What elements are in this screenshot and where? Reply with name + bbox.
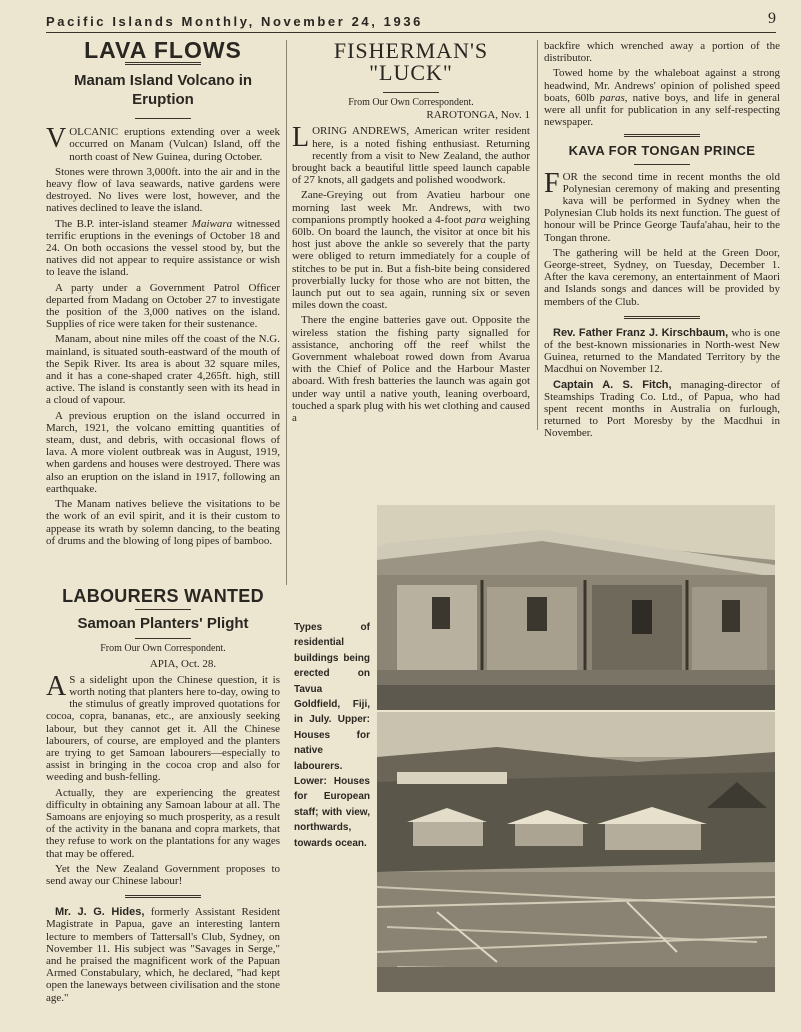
lava-article — [46, 37, 280, 550]
correspondent-line: From Our Own Correspondent. — [348, 97, 474, 108]
drop-cap: F — [544, 167, 560, 199]
divider — [383, 92, 439, 93]
fisherman-para-3: There the engine batteries gave out. Opposite the wireless station the fishing party signalled for assistance, anchoring off the reef whilst the Government whaleboat rowed down from Avarua with the Chief of Police and the Harbour Master aboard. With fresh batteries the launch was again got under way until a native youth, leaning overboard, touched a spark plug with his wet clothing and caused a — [292, 314, 530, 425]
lava-subhead: Manam Island Volcano in Eruption — [73, 72, 253, 109]
divider — [135, 638, 191, 639]
kirschbaum-note: Rev. Father Franz J. Kirschbaum, who is one of the best-known missionaries in North-west New Guinea, returned to the Mandated Territory by the Macdhui on November 12. — [544, 326, 780, 376]
labour-para-2: Actually, they are experiencing the greatest difficulty in obtaining any Samoan labour at all. The Samoans are enjoying so much prosperity, as a result of the activity in the banana and copra markets, that they refuse to work on the plantations for any wages that may be offered. — [46, 786, 280, 860]
fisherman-para-1: LORING ANDREWS, American writer resident here, is a noted fishing enthusiast. Returning recently from a visit to New Zealand, the author brought back a beautiful little speed launch capable of 27 knots, all gadgets and polished woodwork. — [292, 122, 530, 187]
lava-para-4: A party under a Government Patrol Officer departed from Madang on October 27 to investigate the position of the 3,000 natives on the island. Supplies of rice were taken for their sustenance. — [46, 281, 280, 331]
fisherman-continued-2: Towed home by the whaleboat against a strong headwind, Mr. Andrews' opinion of polished speed boats, 60lb paras, native boys, and life in general were all unfit for publication in any self-respecting newspaper. — [544, 67, 781, 129]
kava-para-1: FOR the second time in recent months the old Polynesian ceremony of making and presenting kava will be performed in Sydney when the Polynesian Club holds its next function. The guest of honour will be Prince George Taufa'ahau, heir to the Tongan throne. — [544, 167, 780, 244]
lava-para-3: The B.P. inter-island steamer Maiwara witnessed terrific eruptions in the evenings of October 18 and 24. On both occasions the vessel stood by, but the natives did not appear to require assistance or wish to leave the island. — [46, 217, 280, 279]
labour-para-3: Yet the New Zealand Government proposes to send away our Chinese labour! — [46, 862, 280, 888]
photo-european-houses — [377, 712, 775, 992]
lava-para-5: Manam, about nine miles off the coast of the N.G. mainland, is situated south-eastward of the mouth of the Sepik River. Its area is about 32 square miles, and it has a cone-shaped crater 4,265ft. high, still active. The island is constantly seen with its head in a cloud of vapour. — [46, 333, 280, 407]
column-three — [544, 40, 780, 443]
fisherman-headline-2: "LUCK" — [369, 60, 453, 85]
lava-headline: LAVA FLOWS — [84, 37, 242, 63]
lava-para-7: The Manam natives believe the visitations to be the work of an evil spirit, and it is their custom to appease its wrath by solemn dancing, to the beating of drums and the blowing of long pipes of bamboo. — [46, 498, 280, 547]
fisherman-headline-1: FISHERMAN'S — [333, 38, 489, 63]
labour-headline: LABOURERS WANTED — [62, 586, 264, 606]
labour-para-1: A S a sidelight upon the Chinese question, it is worth noting that planters here to-day, owing to the stimulus of greatly improved quotations for cocoa, copra, bananas, etc., are anxiously seeking labour, but they cannot get it. All the Chinese labourers, of course, are employed and the planters are trying to get Samoan labourers—especially to assist in bringing in the cocoa crop and also for weeding and bush-felling. — [46, 670, 280, 784]
drop-cap: L — [292, 122, 310, 154]
dateline: APIA, Oct. 28. — [149, 657, 217, 670]
divider — [634, 164, 690, 165]
kava-para-2: The gathering will be held at the Green Door, George-street, Sydney, on Tuesday, December 1. After the kava ceremony, an entertainment of Maori and Islands songs and dances will be provided by members of the Club. — [544, 246, 780, 308]
hides-note: Mr. J. G. Hides, formerly Assistant Resident Magistrate in Papua, gave an interesting lantern lecture to members of Tattersall's Club, Sydney, on November 11. His subject was "Savages in Serge," and he praised the magnificent work of the Papuan Armed Constabulary, which, he declared, "had kept open the laneways between civilisation and the stone age." — [46, 906, 280, 1004]
lava-para-2: Stones were thrown 3,000ft. into the air and in the heavy flow of lava seawards, native gardens were destroyed. No lives were lost, however, and the natives declined to leave the island. — [46, 165, 280, 215]
labour-subhead: Samoan Planters' Plight — [77, 615, 249, 633]
correspondent-line: From Our Own Correspondent. — [100, 643, 226, 655]
divider — [125, 895, 201, 898]
running-header — [46, 10, 776, 33]
divider — [624, 134, 700, 137]
photo-caption: Types of residential buildings being erected on Tavua Goldfield, Fiji, in July. Upper: Houses for native labourers. Lower: Houses for European staff; with view, northwards, towards ocean. — [294, 622, 370, 849]
photo-native-houses — [377, 505, 775, 710]
page-number: 9 — [768, 10, 776, 27]
divider — [135, 118, 191, 119]
column-rule — [537, 40, 538, 430]
running-title: Pacific Islands Monthly, November 24, 1936 — [46, 14, 424, 29]
column-rule — [286, 40, 287, 585]
dateline: RAROTONGA, Nov. 1 — [426, 109, 530, 122]
lava-para-1: VOLCANIC eruptions extending over a week occurred on Manam (Vulcan) Island, off the north coast of New Guinea, during October. — [46, 123, 280, 163]
fisherman-para-2: Zane-Greying out from Avatieu harbour one morning last week Mr. Andrews, with two companions promptly hooked a 4-foot para weighing 60lb. On board the launch, the visitor at once bit his host just above the ankle so severely that the party were obliged to return immediately for a couple of stitches to be put in. But a fish-bite being considered proverbially lucky for those who are not bitten, the launch put out to sea again, running six or seven miles down the coast. — [292, 189, 530, 312]
fisherman-article — [292, 40, 530, 427]
lava-para-6: A previous eruption on the island occurred in March, 1921, the volcano emitting quantities of steam, dust, and debris, with occasional flows of lava. A more violent outbreak was in August, 1919, when gardens and houses were destroyed. There was also an eruption on the island in 1917, following an earthquake. — [46, 409, 280, 495]
drop-cap: V — [46, 123, 67, 155]
labour-article — [46, 586, 280, 1007]
divider — [135, 609, 191, 610]
fitch-note: Captain A. S. Fitch, managing-director of Steamships Trading Co. Ltd., of Papua, who had spent recent months in Australia on furlough, returned to Port Moresby by the Macdhui in November. — [544, 378, 781, 440]
fisherman-continued-1: backfire which wrenched away a portion of the distributor. — [544, 40, 780, 65]
divider — [624, 316, 700, 319]
drop-cap: A — [46, 670, 67, 702]
kava-headline: KAVA FOR TONGAN PRINCE — [568, 143, 756, 159]
